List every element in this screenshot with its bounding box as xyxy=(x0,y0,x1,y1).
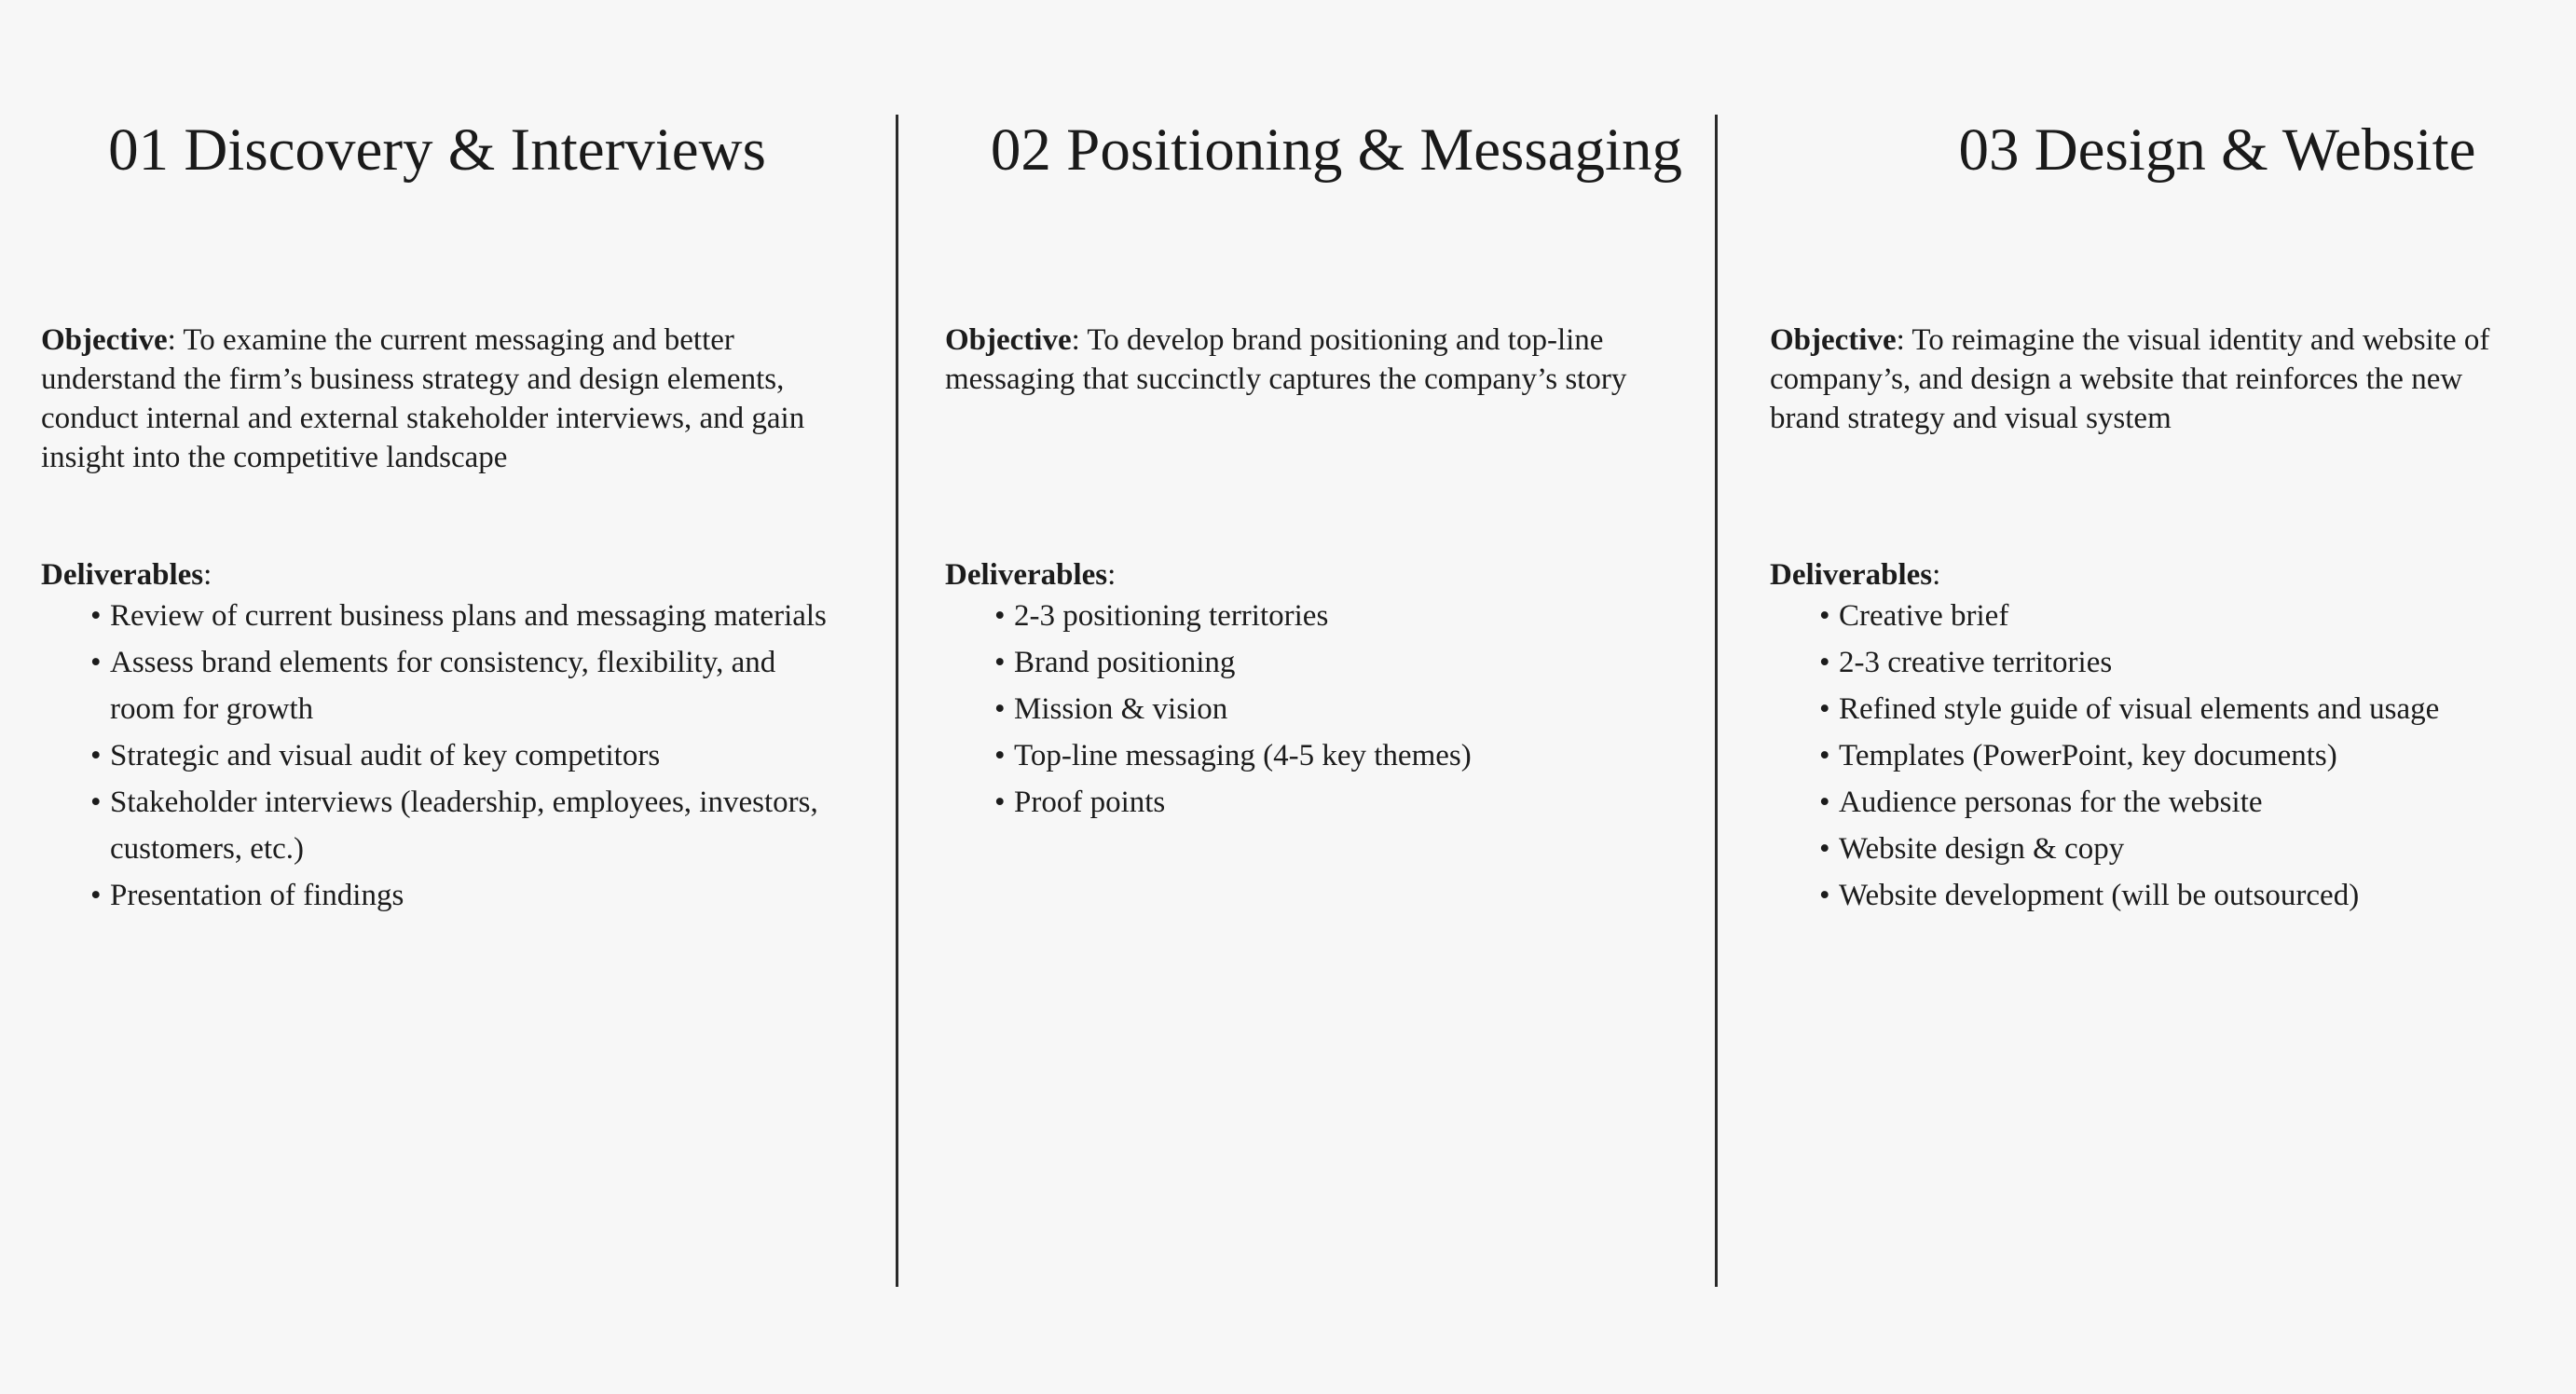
deliverables-colon: : xyxy=(1107,558,1117,592)
objective-text: : To examine the current messaging and better understand the firm’s business strategy and design elements, conduct internal and external stakeholder interviews, and gain insight into the competitive landscape xyxy=(41,323,805,474)
phase-heading: 01 Discovery & Interviews xyxy=(108,116,766,184)
deliverable-item: • 2-3 positioning territories xyxy=(994,593,1681,639)
deliverables-colon: : xyxy=(1932,558,1941,592)
deliverables-list xyxy=(994,593,1681,826)
deliverable-item: • Brand positioning xyxy=(994,639,1681,686)
deliverable-item: • Website design & copy xyxy=(1819,826,2534,872)
deliverable-item: • Mission & vision xyxy=(994,686,1681,732)
deliverable-item: • Stakeholder interviews (leadership, employees, investors, customers, etc.) xyxy=(90,779,833,872)
deliverables-list xyxy=(1819,593,2534,919)
deliverable-item: • Templates (PowerPoint, key documents) xyxy=(1819,732,2534,779)
deliverable-item: • Assess brand elements for consistency, flexibility, and room for growth xyxy=(90,639,833,732)
phase-column-positioning xyxy=(945,0,1681,1394)
column-divider xyxy=(1715,115,1718,1287)
deliverables-label: Deliverables xyxy=(41,558,204,592)
deliverable-item: • Refined style guide of visual elements and usage xyxy=(1819,686,2534,732)
deliverables-label: Deliverables xyxy=(1770,558,1933,592)
column-divider xyxy=(896,115,898,1287)
objective-paragraph xyxy=(41,321,833,477)
deliverable-item: • 2-3 creative territories xyxy=(1819,639,2534,686)
deliverables-title xyxy=(41,555,212,594)
deliverable-item: • Top-line messaging (4-5 key themes) xyxy=(994,732,1681,779)
deliverable-item: • Proof points xyxy=(994,779,1681,826)
phase-heading: 02 Positioning & Messaging xyxy=(990,116,1683,184)
objective-paragraph xyxy=(945,321,1681,399)
phase-column-discovery xyxy=(41,0,833,1394)
objective-text: : To develop brand positioning and top-line messaging that succinctly captures the company’s story xyxy=(945,323,1627,396)
objective-text: : To reimagine the visual identity and website of company’s, and design a website that reinforces the new brand strategy and visual system xyxy=(1770,323,2490,435)
phase-heading: 03 Design & Website xyxy=(1958,116,2476,184)
deliverable-item: • Presentation of findings xyxy=(90,872,833,919)
deliverables-label: Deliverables xyxy=(945,558,1108,592)
deliverable-item: • Creative brief xyxy=(1819,593,2534,639)
objective-paragraph xyxy=(1770,321,2534,438)
deliverables-title xyxy=(945,555,1116,594)
deliverable-item: • Strategic and visual audit of key competitors xyxy=(90,732,833,779)
deliverables-title xyxy=(1770,555,1940,594)
deliverable-item: • Audience personas for the website xyxy=(1819,779,2534,826)
deliverables-colon: : xyxy=(203,558,212,592)
objective-label: Objective xyxy=(945,323,1072,357)
objective-label: Objective xyxy=(41,323,168,357)
deliverables-list xyxy=(90,593,833,919)
phase-column-design xyxy=(1770,0,2534,1394)
deliverable-item: • Review of current business plans and messaging materials xyxy=(90,593,833,639)
deliverable-item: • Website development (will be outsourced) xyxy=(1819,872,2534,919)
objective-label: Objective xyxy=(1770,323,1897,357)
